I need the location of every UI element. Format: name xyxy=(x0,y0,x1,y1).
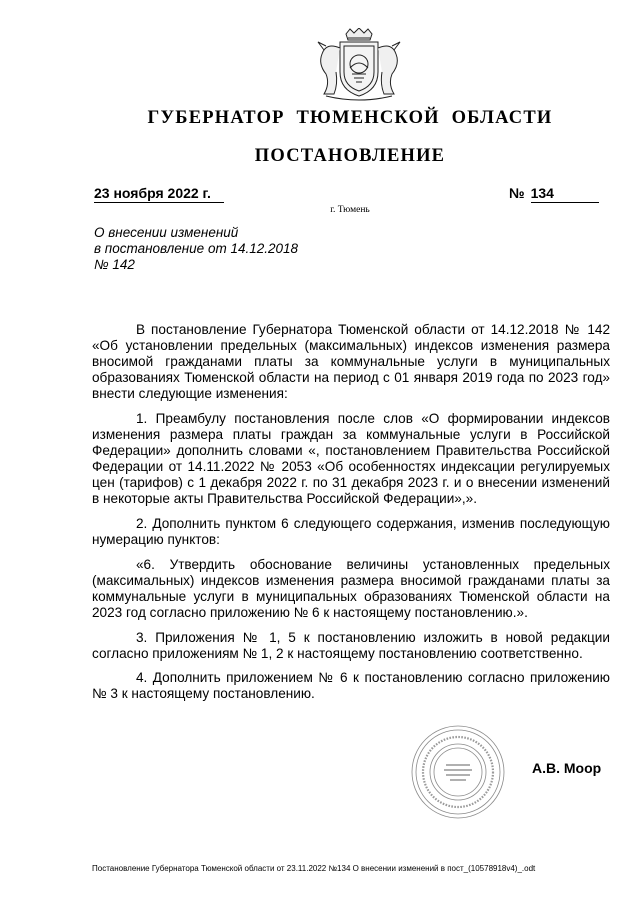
body-paragraph: 2. Дополнить пунктом 6 следующего содержания, изменив последующую нумерацию пунктов: xyxy=(92,516,610,548)
footer-filename: Постановление Губернатора Тюменской области от 23.11.2022 №134 О внесении изменений в пост_(10578918v4)_.odt xyxy=(92,864,536,873)
body-paragraph: 4. Дополнить приложением № 6 к постановлению согласно приложению № 3 к настоящему постановлению. xyxy=(92,670,610,702)
signature-stamp-icon xyxy=(410,724,506,820)
number-label: № xyxy=(509,185,525,201)
body-paragraph: 1. Преамбулу постановления после слов «О формировании индексов изменения размера платы граждан за коммунальные услуги в Российской Федерации» дополнить словами «, постановлением Правительства Российской Федерации от 14.11.2022 № 2053 «Об особенностях индексации регулируемых цен (тарифов) с 1 декабря 2022 г. по 31 декабря 2023 г. и о внесении изменений в некоторые акты Правительства Российской Федерации»,». xyxy=(92,410,610,507)
body-paragraph: «6. Утвердить обоснование величины установленных предельных (максимальных) индексов изменения размера вносимой гражданами платы за коммунальные услуги в муниципальных образованиях Тюменской области на 2023 год согласно приложению № 6 к настоящему постановлению.». xyxy=(92,556,610,620)
subject-line: в постановление от 14.12.2018 xyxy=(94,241,299,256)
coat-of-arms-icon xyxy=(304,28,414,102)
subject-line: О внесении изменений xyxy=(94,225,239,240)
document-subject xyxy=(94,225,354,273)
body-paragraph: 3. Приложения № 1, 5 к постановлению изложить в новой редакции согласно приложениям № 1, 2 к настоящему постановлению соответственно. xyxy=(92,629,610,661)
subject-line: № 142 xyxy=(94,257,135,272)
document-date: 23 ноября 2022 г. xyxy=(94,184,224,203)
issuer-title: ГУБЕРНАТОР ТЮМЕНСКОЙ ОБЛАСТИ xyxy=(147,108,553,128)
signatory-name: А.В. Моор xyxy=(532,760,602,776)
document-city: г. Тюмень xyxy=(330,205,370,215)
document-number xyxy=(509,184,603,202)
document-body xyxy=(92,322,610,711)
number-value: 134 xyxy=(531,184,599,203)
document-type: ПОСТАНОВЛЕНИЕ xyxy=(254,146,446,166)
body-paragraph: В постановление Губернатора Тюменской области от 14.12.2018 № 142 «Об установлении предельных (максимальных) индексов изменения размера вносимой гражданами платы за коммунальные услуги в муниципальных образованиях Тюменской области на период с 01 января 2019 года по 2023 год» внести следующие изменения: xyxy=(92,322,610,402)
